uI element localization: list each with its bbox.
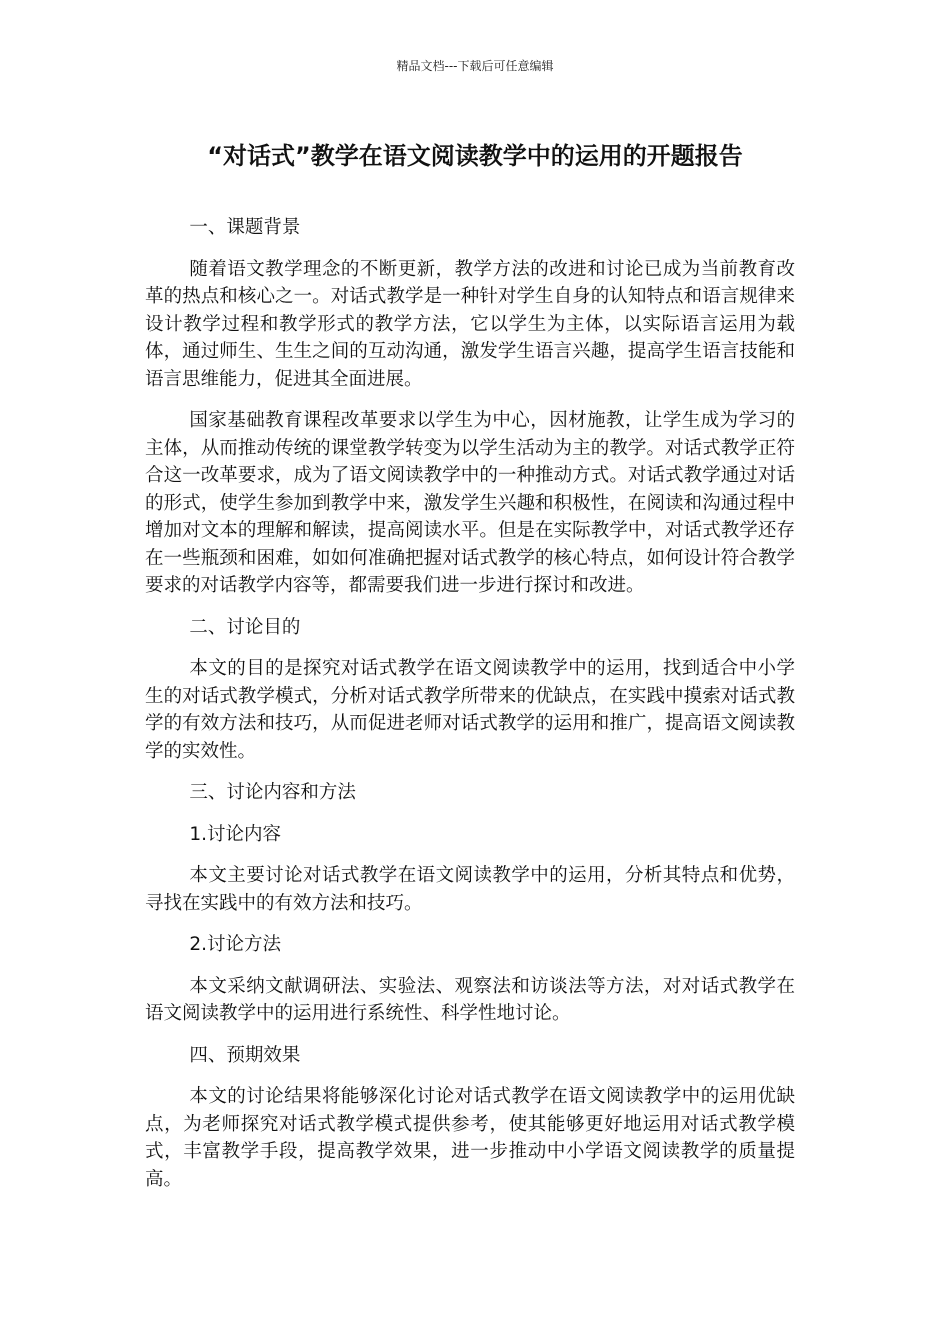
- section-heading-expected: 四、预期效果: [189, 1044, 301, 1066]
- section-heading-purpose: 二、讨论目的: [189, 616, 301, 638]
- section-heading-content-method: 三、讨论内容和方法: [189, 782, 356, 803]
- page-header-note: 精品文档---下载后可任意编辑: [396, 59, 554, 73]
- paragraph-purpose: 本文的目的是探究对话式教学在语文阅读教学中的运用，找到适合中小学生的对话式教学模式，分析对话式教学所带来的优缺点，在实践中摸索对话式教学的有效方法和技巧，从而促进老师对话式教学的运用和推广，提高语文阅读教学的实效性。: [145, 658, 795, 762]
- paragraph-content: 本文主要讨论对话式教学在语文阅读教学中的运用，分析其特点和优势，寻找在实践中的有效方法和技巧。: [145, 865, 795, 914]
- subsection-heading-content: 1.讨论内容: [189, 823, 282, 845]
- paragraph-expected: 本文的讨论结果将能够深化讨论对话式教学在语文阅读教学中的运用优缺点，为老师探究对话式教学模式提供参考，使其能够更好地运用对话式教学模式，丰富教学手段，提高教学效果，进一步推动中小学语文阅读教学的质量提高。: [145, 1086, 795, 1190]
- subsection-heading-method: 2.讨论方法: [189, 934, 282, 955]
- document-body: [145, 214, 795, 1207]
- paragraph-method: 本文采纳文献调研法、实验法、观察法和访谈法等方法，对对话式教学在语文阅读教学中的运用进行系统性、科学性地讨论。: [145, 975, 795, 1024]
- paragraph-background-1: 随着语文教学理念的不断更新，教学方法的改进和讨论已成为当前教育改革的热点和核心之一。对话式教学是一种针对学生自身的认知特点和语言规律来设计教学过程和教学形式的教学方法，它以学生为主体，以实际语言运用为载体，通过师生、生生之间的互动沟通，激发学生语言兴趣，提高学生语言技能和语言思维能力，促进其全面进展。: [145, 258, 795, 390]
- section-heading-background: 一、课题背景: [189, 217, 301, 238]
- document-title: “对话式”教学在语文阅读教学中的运用的开题报告: [207, 142, 743, 170]
- paragraph-background-2: 国家基础教育课程改革要求以学生为中心，因材施教，让学生成为学习的主体，从而推动传统的课堂教学转变为以学生活动为主的教学。对话式教学正符合这一改革要求，成为了语文阅读教学中的一种推动方式。对话式教学通过对话的形式，使学生参加到教学中来，激发学生兴趣和积极性，在阅读和沟通过程中增加对文本的理解和解读，提高阅读水平。但是在实际教学中，对话式教学还存在一些瓶颈和困难，如如何准确把握对话式教学的核心特点，如何设计符合教学要求的对话教学内容等，都需要我们进一步进行探讨和改进。: [145, 410, 795, 596]
